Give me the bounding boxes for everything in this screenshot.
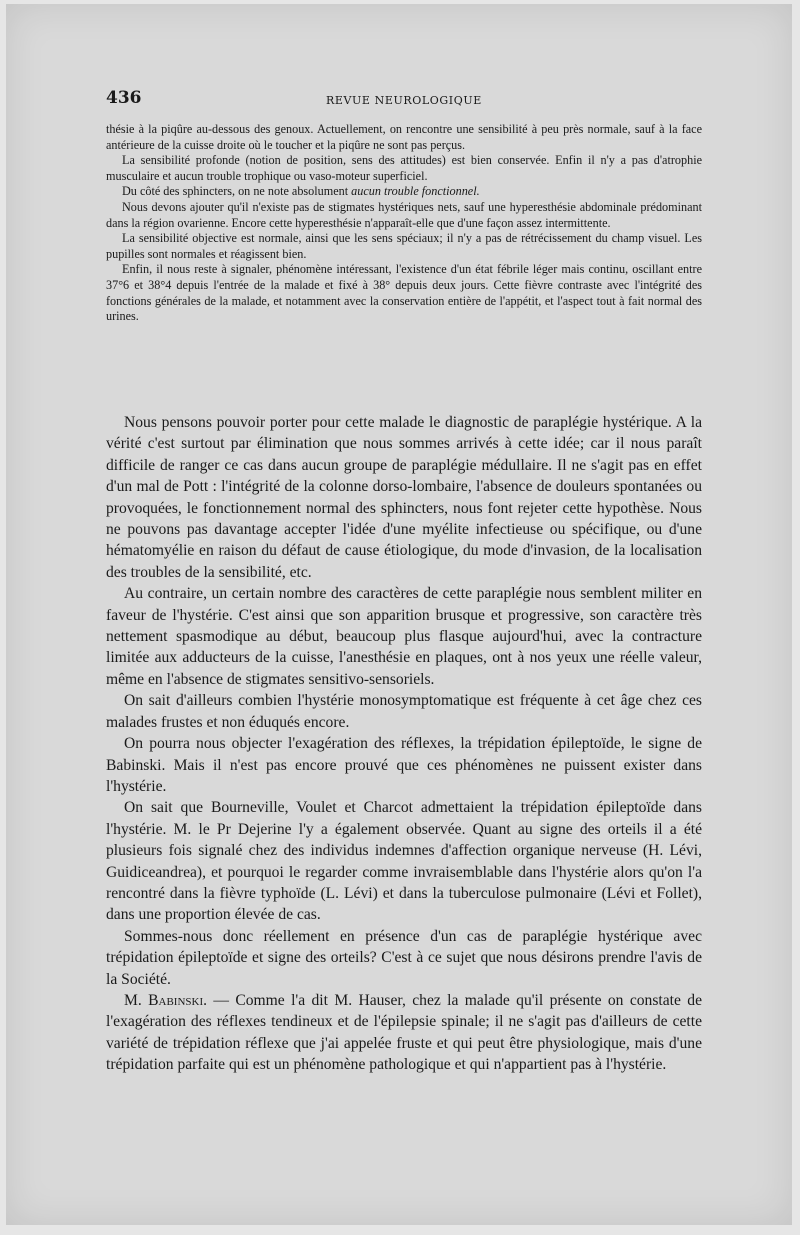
paragraph: La sensibilité objective est normale, ainsi que les sens spéciaux; il n'y a pas de rétrécissement du champ visuel. Les pupilles sont normales et réagissent bien. bbox=[106, 231, 702, 261]
paragraph: On pourra nous objecter l'exagération des réflexes, la trépidation épileptoïde, le signe de Babinski. Mais il n'est pas encore prouvé que ces phénomènes ne puissent exister dans l'hystérie. bbox=[106, 735, 702, 795]
page-number: 436 bbox=[106, 88, 142, 108]
paragraph bbox=[106, 990, 702, 1076]
paragraph: Au contraire, un certain nombre des caractères de cette paraplégie nous semblent militer en faveur de l'hystérie. C'est ainsi que son apparition brusque et progressive, son caractère très nettement spasmodique au début, beaucoup plus flasque aujourd'hui, avec la contracture limitée aux adducteurs de la cuisse, l'anesthésie en plaques, ont à nos yeux une réelle valeur, même en l'absence de stigmates sensitivo-sensoriels. bbox=[106, 585, 702, 688]
paragraph: Sommes-nous donc réellement en présence d'un cas de paraplégie hystérique avec trépidation épileptoïde et signe des orteils? C'est à ce sujet que nous désirons prendre l'avis de la Société. bbox=[106, 927, 702, 988]
paragraph: Nous devons ajouter qu'il n'existe pas de stigmates hystériques nets, sauf une hyperesthésie abdominale prédominant dans la région ovarienne. Encore cette hyperesthésie n'apparaît-elle que d'une façon assez intermittente. bbox=[106, 199, 702, 230]
speaker-name: M. Babinski. bbox=[124, 991, 208, 1009]
paragraph: Enfin, il nous reste à signaler, phénomène intéressant, l'existence d'un état fébrile léger mais continu, oscillant entre 37°6 et 38°4 depuis l'entrée de la malade et fixé à 38° depuis deux jours. Cette fièvre contraste avec l'intégrité des fonctions générales de la malade, et notamment avec la conservation entière de l'appétit, et l'aspect tout à fait normal des urines. bbox=[106, 262, 702, 324]
page-header bbox=[106, 88, 706, 112]
text-run: — Comme l'a dit M. Hauser, chez la malade qu'il présente on constate de l'exagération des réflexes tendineux et de l'épilepsie spinale; il ne s'agit pas d'ailleurs de cette variété de trépidation réflexe que j'ai appelée fruste et qui peut être physiologique, mais d'une trépidation parfaite qui est un phénomène pathologique et qui n'appartient pas à l'hystérie. bbox=[106, 991, 702, 1074]
running-head: REVUE NEUROLOGIQUE bbox=[326, 94, 482, 107]
paragraph: thésie à la piqûre au-dessous des genoux. Actuellement, on rencontre une sensibilité à peu près normale, sauf à la face antérieure de la cuisse droite où le toucher et la piqûre ne sont pas perçus. bbox=[106, 122, 702, 152]
paragraph: On sait d'ailleurs combien l'hystérie monosymptomatique est fréquente à cet âge chez ces malades frustes et non éduqués encore. bbox=[106, 692, 702, 731]
page bbox=[6, 4, 792, 1225]
paragraph bbox=[106, 184, 702, 200]
emphasis: aucun trouble fonctionnel. bbox=[351, 184, 480, 199]
paragraph: Nous pensons pouvoir porter pour cette malade le diagnostic de paraplégie hystérique. A la vérité c'est surtout par élimination que nous sommes arrivés à cette idée; car il nous paraît difficile de ranger ce cas dans aucun groupe de paraplégie médullaire. Il ne s'agit pas en effet d'un mal de Pott : l'intégrité de la colonne dorso-lombaire, l'absence de douleurs spontanées ou provoquées, le fonctionnement normal des sphincters, nous font rejeter cette hypothèse. Nous ne pouvons pas davantage accepter l'idée d'une myélite infectieuse ou spécifique, ou d'une hématomyélie en raison du défaut de cause étiologique, du mode d'invasion, de la localisation des troubles de la sensibilité, etc. bbox=[106, 414, 702, 581]
paragraph: On sait que Bourneville, Voulet et Charcot admettaient la trépidation épileptoïde dans l'hystérie. M. le Pr Dejerine l'y a également observée. Quant au signe des orteils il a été plusieurs fois signalé chez des individus indemnes d'affection organique nerveuse (H. Lévi, Guidiceandrea), et pourquoi le regarder comme invraisemblable dans l'hystérie alors qu'on l'a rencontré dans la fièvre typhoïde (L. Lévi) et dans la tuberculose pulmonaire (Lévi et Follet), dans une proportion élevée de cas. bbox=[106, 799, 702, 924]
text-run: Du côté des sphincters, on ne note absolument bbox=[122, 184, 352, 199]
case-report-text bbox=[106, 122, 702, 325]
discussion-text bbox=[106, 412, 702, 1076]
paragraph: La sensibilité profonde (notion de position, sens des attitudes) est bien conservée. Enfin il n'y a pas d'atrophie musculaire et aucun trouble trophique ou vaso-moteur superficiel. bbox=[106, 153, 702, 183]
